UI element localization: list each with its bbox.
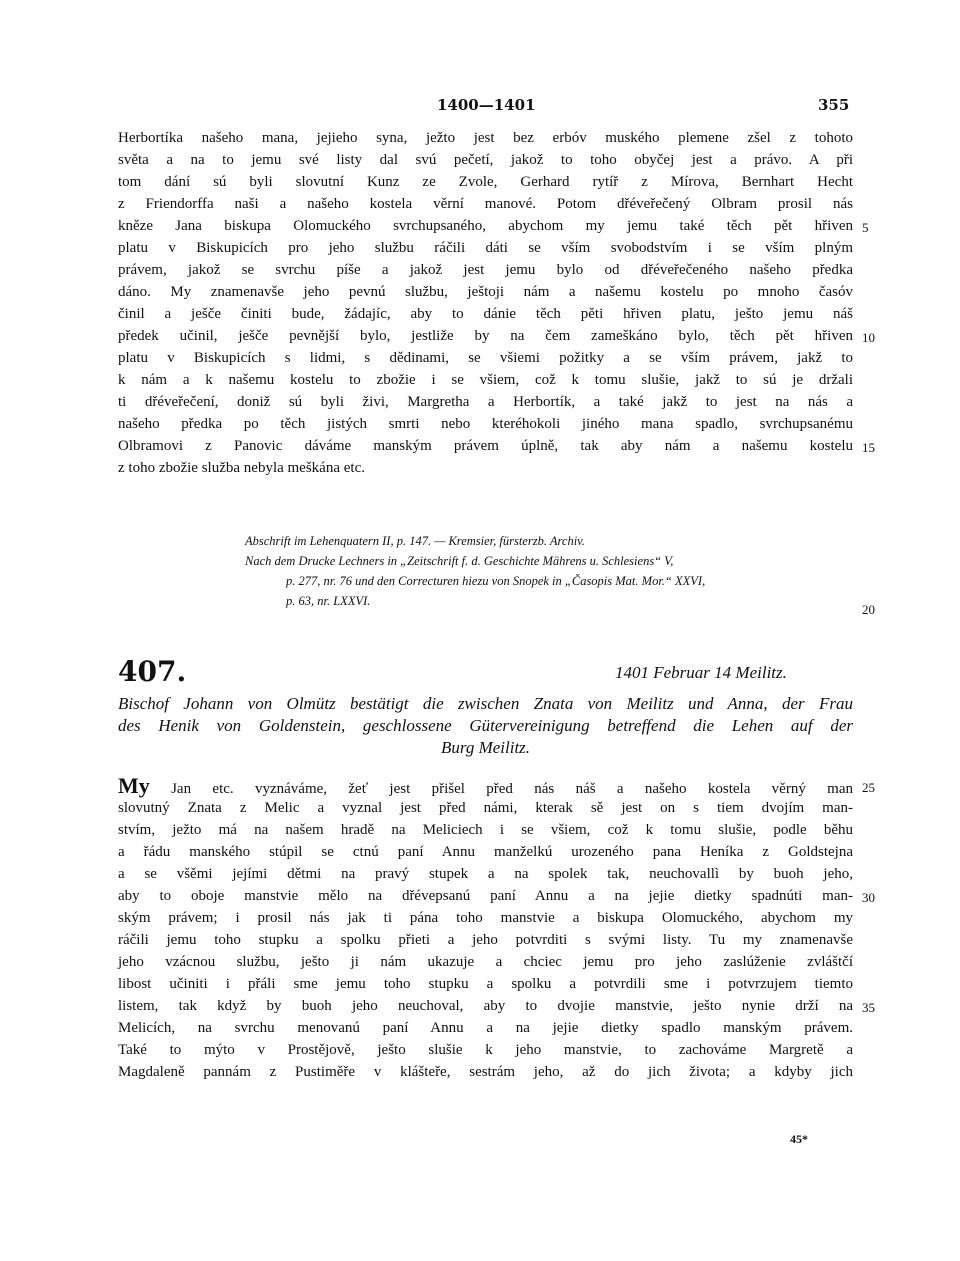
- text-line-rest: Jan etc. vyznáváme, žeť jest přišel před nás náš a našeho kostela věrný man: [149, 781, 853, 797]
- source-line: p. 63, nr. LXXVI.: [286, 594, 371, 608]
- text-line: ti dřéveřečení, doniž sú byli živi, Margretha a Herbortík, a také jakž to jest na nás a: [118, 394, 853, 410]
- text-line: tom dání sú byli slovutní Kunz ze Zvole, Gerhard rytíř z Mírova, Bernhart Hecht: [118, 174, 853, 190]
- text-line: stvím, ježto má na našem hradě na Meliciech i se všiem, což k tomu slušie, podle běhu: [118, 822, 853, 838]
- text-line: listem, tak když by buoh jeho neuchoval, aby to dvojie manstvie, ješto nynie drží na: [118, 998, 853, 1014]
- running-head: 1400—1401: [437, 96, 536, 114]
- text-line: a řádu manského stúpil se ctnú paní Annu manželkú urozeného pana Heníka z Goldstejna: [118, 844, 853, 860]
- text-line: libost učiniti i přáli sme jemu toho stupku a spolku a potvrdili sme i potvrzujem tiemto: [118, 976, 853, 992]
- text-line: platu v Biskupicích s lidmi, s dědinami, se všiemi požitky a se vším právem, jakž to: [118, 350, 853, 366]
- text-line: kněze Jana biskupa Olomuckého svrchupsaného, abychom my jemu také těch pět hřiven: [118, 218, 853, 234]
- margin-line-number: 15: [862, 440, 875, 455]
- margin-line-number: 10: [862, 330, 875, 345]
- document-number: 407.: [118, 655, 187, 688]
- text-line: Magdaleně pannám z Pustiměře v klášteře, sestrám jeho, až do jich života; a kdyby jich: [118, 1064, 853, 1080]
- text-line: Také to mýto v Prostějově, ješto slušie k jeho manstvie, to zachováme Margretě a: [118, 1042, 853, 1058]
- drop-cap: My: [118, 773, 150, 798]
- text-line: ráčili jemu toho stupku a spolku přieti a jeho potvrditi s svými listy. Tu my znamenavše: [118, 932, 853, 948]
- margin-line-number: 25: [862, 780, 875, 795]
- text-line: platu v Biskupicích pro jeho službu ráčili dáti se vším svobodstvím i se vším plným: [118, 240, 853, 256]
- margin-line-number: 30: [862, 890, 875, 905]
- text-line: Melicích, na svrchu menovanú paní Annu a na jejie dietky spadlo manským právem.: [118, 1020, 853, 1036]
- document-summary: [118, 693, 853, 759]
- text-line: slovutný Znata z Melic a vyznal jest před námi, kterak sě jest on s tiem dvojím man-: [118, 800, 853, 816]
- text-line: ským právem; i prosil nás jak ti pána toho manstvie a biskupa Olomuckého, abychom my: [118, 910, 853, 926]
- signature-mark: 45*: [790, 1132, 808, 1146]
- margin-line-number: 35: [862, 1000, 875, 1015]
- source-line: Abschrift im Lehenquatern II, p. 147. — Kremsier, fürsterzb. Archiv.: [245, 534, 585, 548]
- source-line: p. 277, nr. 76 und den Correcturen hiezu von Snopek in „Časopis Mat. Mor.“ XXVI,: [286, 574, 706, 588]
- text-line: našeho předka po těch jistých smrti nebo kteréhokoli jiného mana spadlo, svrchupsanému: [118, 416, 853, 432]
- text-line: [118, 775, 853, 797]
- text-line: z toho zbožie služba nebyla meškána etc.: [118, 460, 365, 476]
- text-line: Herbortíka našeho mana, jejieho syna, ježto jest bez erbóv muského plemene zšel z tohoto: [118, 130, 853, 146]
- text-line: světa a na to jemu své listy dal svú pečetí, jakož to toho obyčej jest a právo. A při: [118, 152, 853, 168]
- text-line: dáno. My znamenavše jeho pevnú službu, ještoji nám a našemu kostelu po mnoho časóv: [118, 284, 853, 300]
- text-line: činil a ješče činiti bude, žádajíc, aby to dánie těch pěti hřiven platu, ješto jemu náš: [118, 306, 853, 322]
- text-line: předek učinil, ješče pevnější bylo, jestliže by na čem zameškáno bylo, těch pět hřiven: [118, 328, 853, 344]
- margin-line-number: 20: [862, 602, 875, 617]
- text-line: jeho vzácnou službu, ješto ji nám ukazuje a chciec jemu pro jeho zaslúženie zvláštčí: [118, 954, 853, 970]
- source-line: Nach dem Drucke Lechners in „Zeitschrift f. d. Geschichte Mährens u. Schlesiens“ V,: [245, 554, 674, 568]
- page-number: 355: [818, 96, 850, 114]
- summary-line: des Henik von Goldenstein, geschlossene Gütervereinigung betreffend die Lehen auf der: [118, 716, 853, 735]
- text-line: právem, jakož se svrchu píše a jakož jest jemu bylo od dřéveřečeného našeho předka: [118, 262, 853, 278]
- document-date: 1401 Februar 14 Meilitz.: [615, 663, 787, 682]
- text-line: aby to oboje manstvie mělo na dřévepsanú paní Annu a na jejie dietky spadnúti man-: [118, 888, 853, 904]
- margin-line-number: 5: [862, 220, 869, 235]
- text-line: z Friendorffa naši a našeho kostela věrní manové. Potom dřéveřečený Olbram prosil nás: [118, 196, 853, 212]
- summary-line: Bischof Johann von Olmütz bestätigt die zwischen Znata von Meilitz und Anna, der Frau: [118, 694, 853, 713]
- text-line: a se všěmi jejími dětmi na pravý stupek a na spolek tak, neuchovallì by buoh jeho,: [118, 866, 853, 882]
- summary-line: Burg Meilitz.: [440, 738, 531, 757]
- text-line: Olbramovi z Panovic dáváme manským právem úplně, tak aby nám a našemu kostelu: [118, 438, 853, 454]
- text-line: k nám a k našemu kostelu to zbožie i se všiem, což k tomu slušie, jakž to sú je držali: [118, 372, 853, 388]
